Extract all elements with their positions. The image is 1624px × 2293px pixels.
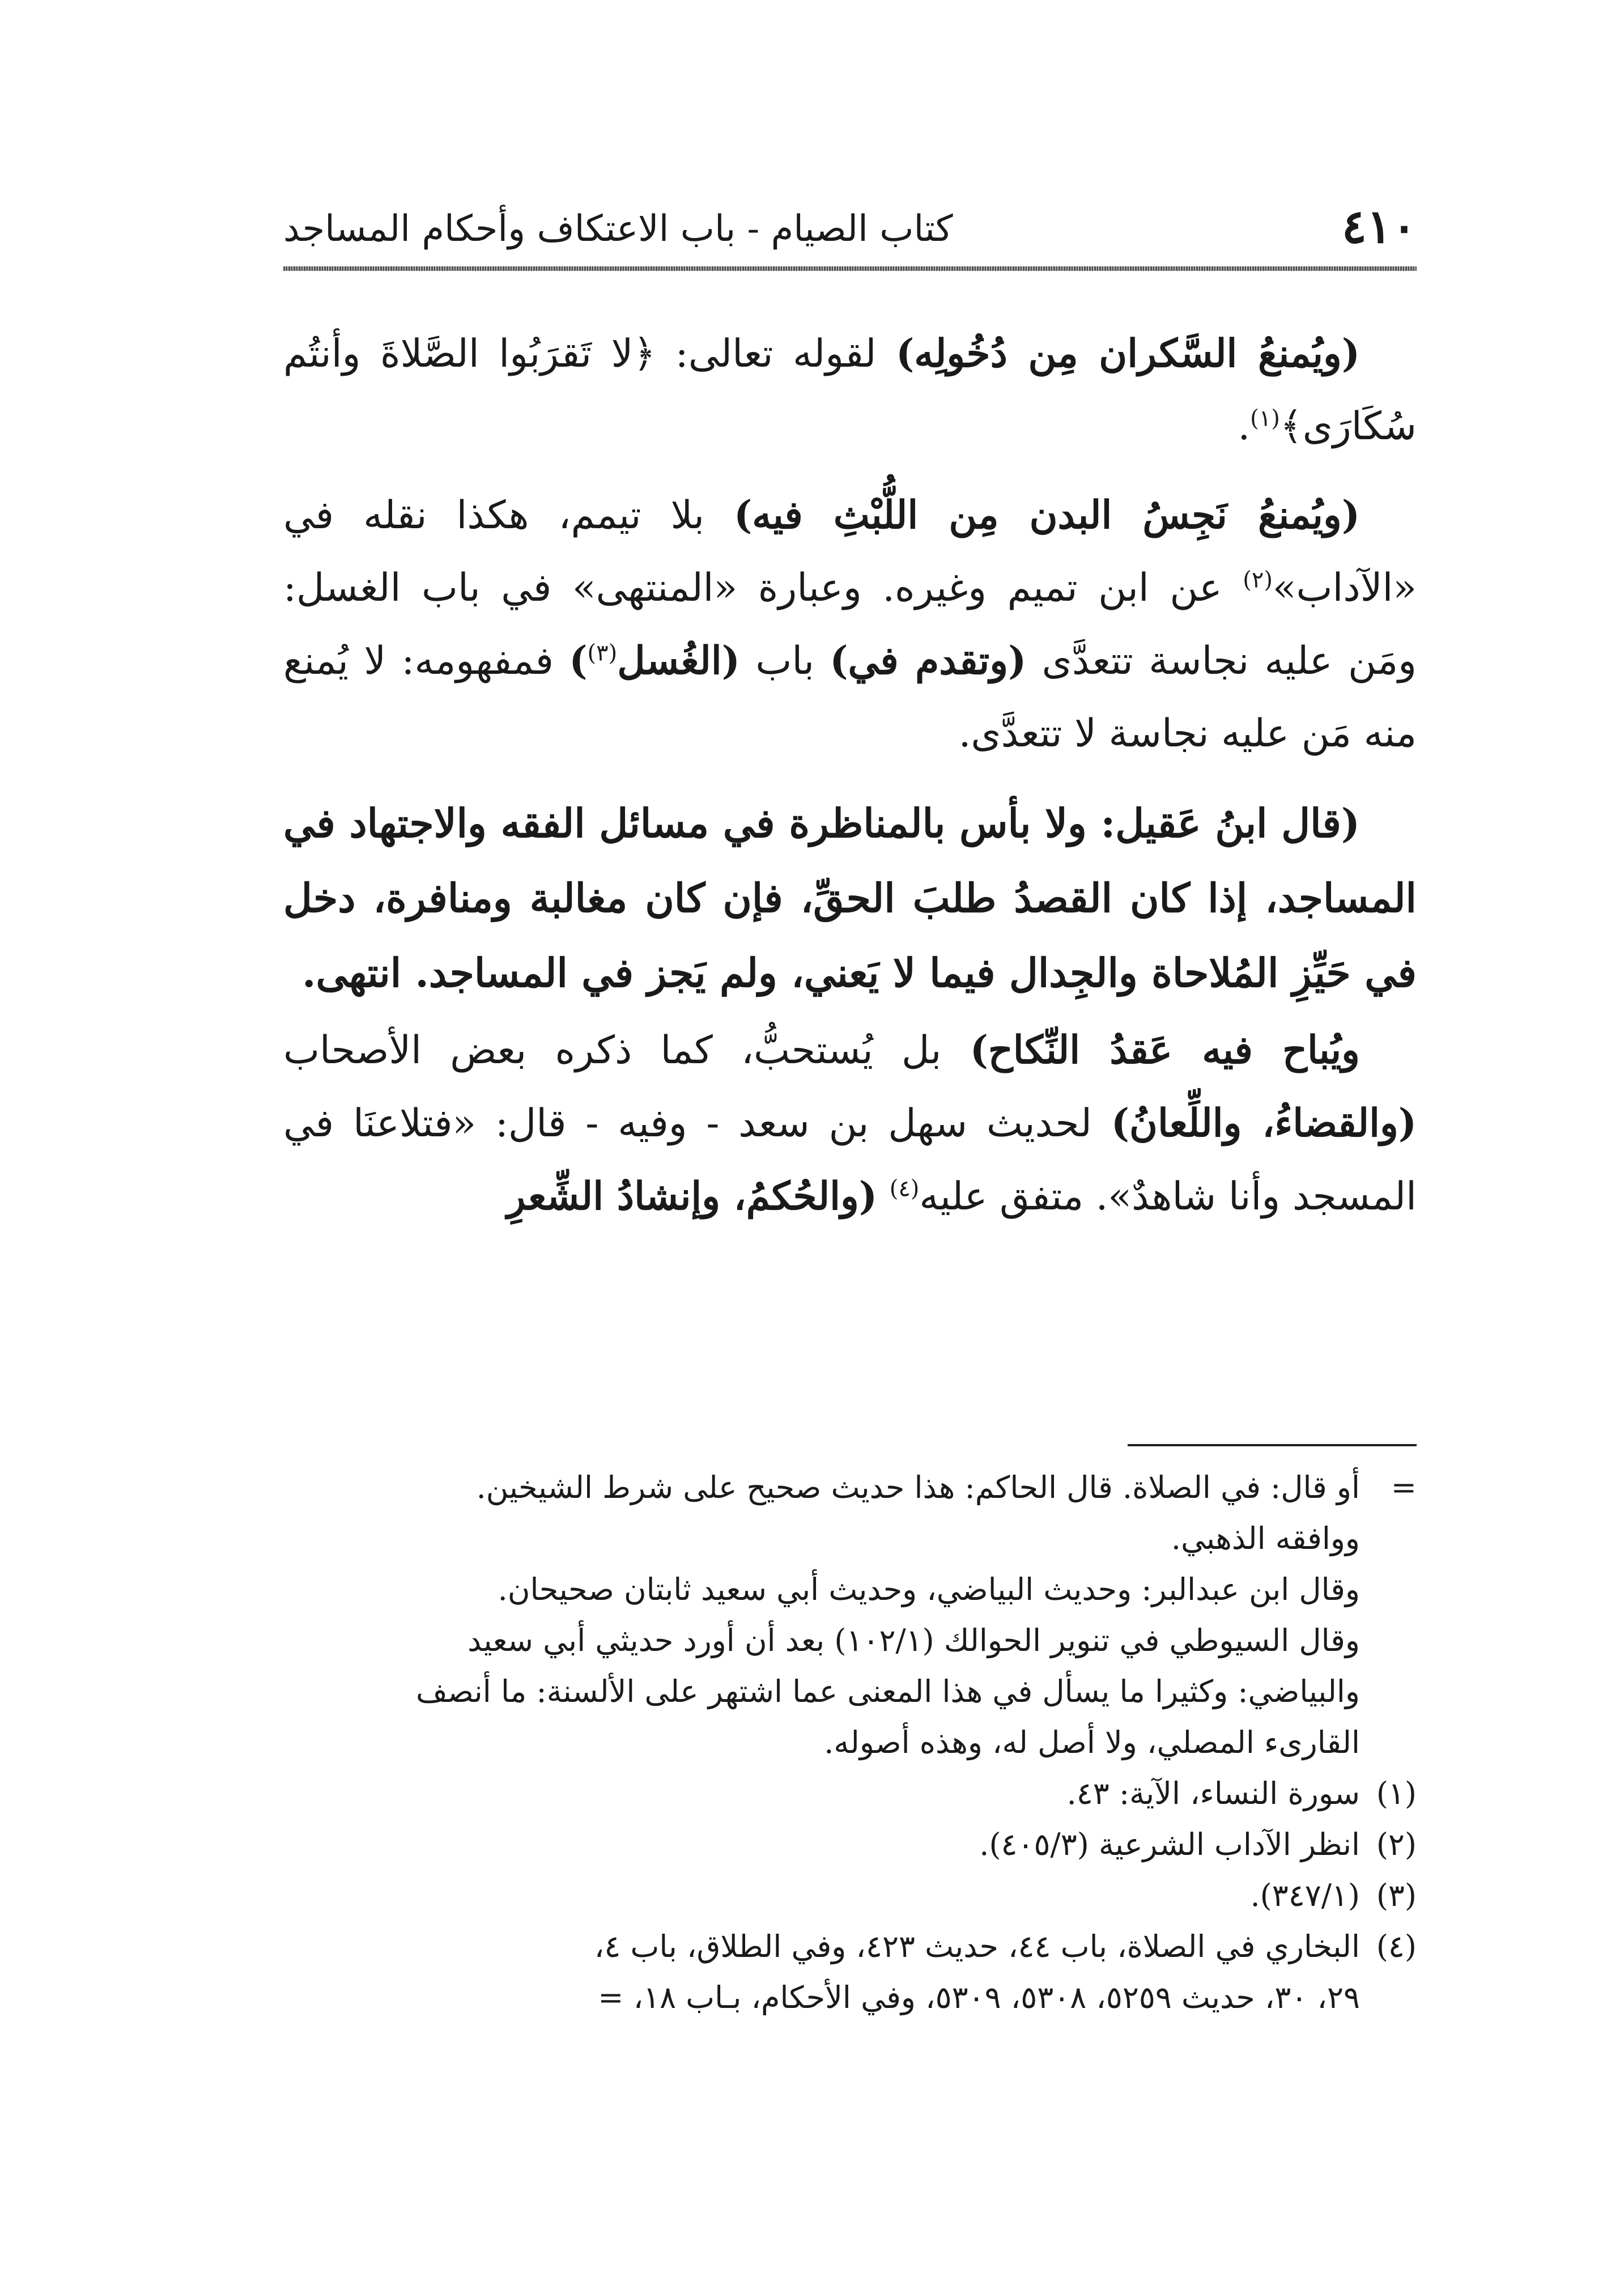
footnote-ref[interactable]: (١) bbox=[1250, 405, 1280, 432]
matn-text: (والقضاءُ، واللِّعانُ) bbox=[1111, 1101, 1417, 1146]
matn-text: ) bbox=[569, 638, 588, 683]
paragraph-1 bbox=[283, 317, 1417, 463]
footnote-ref[interactable]: (٤) bbox=[889, 1175, 920, 1202]
footnote-text: أو قال: في الصلاة. قال الحاكم: هذا حديث صحيح على شرط الشيخين. bbox=[476, 1470, 1360, 1505]
footnote-ref[interactable]: (٣) bbox=[587, 640, 618, 666]
matn-text: (ويُمنعُ نَجِسُ البدن مِن اللُّبْثِ فيه) bbox=[734, 492, 1360, 538]
footnotes bbox=[283, 1462, 1417, 2023]
footnote-ref[interactable]: (٢) bbox=[1243, 567, 1273, 593]
matn-text: (الغُسل bbox=[617, 638, 740, 683]
footnote-text: البخاري في الصلاة، باب ٤٤، حديث ٤٢٣، وفي الطلاق، باب ٤، bbox=[594, 1929, 1360, 1964]
footnote-mark: (٣) bbox=[1376, 1878, 1417, 1913]
footnote-1 bbox=[283, 1768, 1417, 1819]
paragraph-3: (قال ابنُ عَقيل: ولا بأس بالمناظرة في مسائل الفقه والاجتهاد في المساجد، إذا كان القصدُ طلبَ الحقِّ، فإن كان مغالبة ومنافرة، دخل في حَيِّزِ المُلاحاة والجِدال فيما لا يَعني، ولم يَجز في المساجد. انتهى. bbox=[283, 800, 1417, 996]
footnote-2 bbox=[283, 1819, 1417, 1870]
sharh-text: . bbox=[1238, 404, 1251, 449]
paragraph-2 bbox=[283, 479, 1417, 770]
page-header bbox=[283, 198, 1417, 255]
footnote-text: سورة النساء، الآية: ٤٣. bbox=[1066, 1776, 1360, 1811]
header-rule bbox=[283, 266, 1417, 271]
continuation-mark: = bbox=[1391, 1470, 1417, 1505]
sharh-text: لقوله تعالى: ﴿لا تَقرَبُوا الصَّلاةَ وأنتُم سُكَارَى﴾ bbox=[283, 332, 1417, 449]
matn-text: (ويُمنعُ السَّكران مِن دُخُولِه) bbox=[896, 331, 1361, 376]
footnote-4-continuation: ٢٩، ٣٠، حديث ٥٢٥٩، ٥٣٠٨، ٥٣٠٩، وفي الأحكام، بـاب ١٨، = bbox=[598, 1980, 1360, 2015]
footnote-text: (٣٤٧/١). bbox=[1250, 1878, 1360, 1913]
main-text bbox=[283, 317, 1417, 1249]
footnote-mark: (٢) bbox=[1376, 1827, 1417, 1862]
footnote-continuation-line: والبياضي: وكثيرا ما يسأل في هذا المعنى عما اشتهر على الألسنة: ما أنصف bbox=[416, 1674, 1360, 1709]
matn-text: ويُباح فيه عَقدُ النِّكاح) bbox=[970, 1027, 1361, 1073]
footnote-continuation-line: القارىء المصلي، ولا أصل له، وهذه أصوله. bbox=[824, 1725, 1360, 1760]
footnote-continuation-line bbox=[283, 1462, 1417, 1513]
footnote-3 bbox=[283, 1870, 1417, 1921]
footnote-continuation-line: وقال ابن عبدالبر: وحديث البياضي، وحديث أبي سعيد ثابتان صحيحان. bbox=[498, 1572, 1360, 1607]
footnote-separator bbox=[1128, 1444, 1417, 1446]
sharh-text: فمفهومه: لا يُمنع منه مَن عليه نجاسة لا تتعدَّى. bbox=[283, 639, 1417, 756]
sharh-text: بلا تيمم، هكذا نقله في «الآداب» bbox=[283, 493, 1417, 610]
sharh-text bbox=[877, 1174, 890, 1219]
footnote-continuation-line: ووافقه الذهبي. bbox=[1171, 1521, 1360, 1556]
footnote-mark: (١) bbox=[1376, 1776, 1417, 1811]
paragraph-4 bbox=[283, 1014, 1417, 1233]
sharh-text: باب bbox=[739, 639, 830, 683]
sharh-text: عن ابن تميم وغيره. وعبارة «المنتهى» في باب الغسل: ومَن عليه نجاسة تتعدَّى bbox=[283, 566, 1417, 683]
page-number: ٤١٠ bbox=[1341, 199, 1417, 254]
sharh-text: بل يُستحبُّ، كما ذكره بعض الأصحاب bbox=[283, 1028, 970, 1073]
footnote-mark: (٤) bbox=[1376, 1929, 1417, 1964]
sharh-text: لحديث سهل بن سعد - وفيه - قال: «فتلاعنَا في المسجد وأنا شاهدٌ». متفق عليه bbox=[283, 1101, 1417, 1219]
footnote-text: انظر الآداب الشرعية (٤٠٥/٣). bbox=[979, 1827, 1360, 1862]
matn-text: (وتقدم في) bbox=[830, 638, 1027, 683]
matn-text: (والحُكمُ، وإنشادُ الشِّعرِ bbox=[507, 1174, 878, 1219]
footnote-4 bbox=[283, 1921, 1417, 1972]
footnote-continuation-line: وقال السيوطي في تنوير الحوالك (١٠٢/١) بعد أن أورد حديثي أبي سعيد bbox=[467, 1623, 1360, 1658]
running-title: كتاب الصيام - باب الاعتكاف وأحكام المساجد bbox=[283, 208, 953, 250]
